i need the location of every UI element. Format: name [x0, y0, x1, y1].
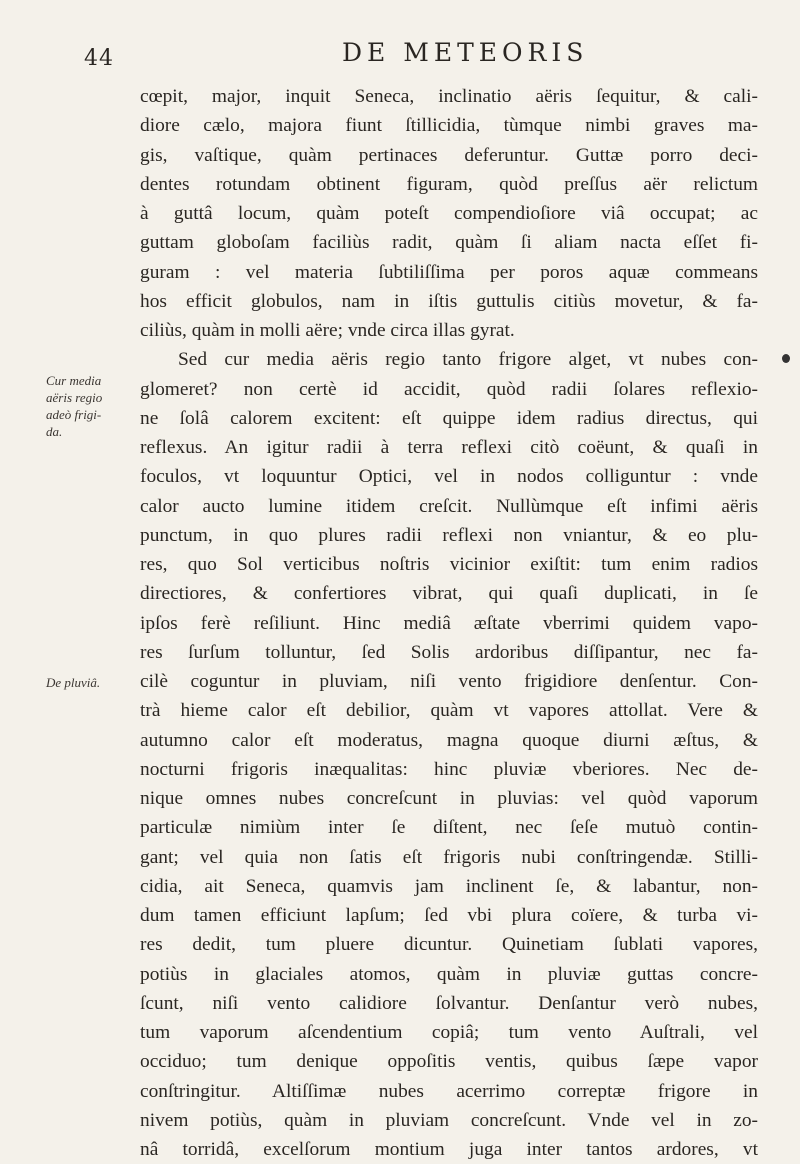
- text-line: res ſurſum tolluntur, ſed Solis ardoribus diſſipantur, nec fa-: [140, 641, 758, 663]
- text-line: glomeret? non certè id accidit, quòd radii ſolares reflexio-: [140, 378, 758, 400]
- text-line: foculos, vt loquuntur Optici, vel in nodos colliguntur : vnde: [140, 466, 758, 488]
- text-line: punctum, in quo plures radii reflexi non vniantur, & eo plu-: [140, 524, 758, 546]
- text-line: autumno calor eſt moderatus, magna quoque diurni æſtus, &: [140, 729, 758, 751]
- text-line: Sed cur media aëris regio tanto frigore alget, vt nubes con-: [178, 349, 758, 371]
- page-header: [0, 38, 800, 78]
- text-line: calor aucto lumine itidem creſcit. Nullùmque eſt infimi aëris: [140, 495, 758, 517]
- text-line: ne ſolâ calorem excitent: eſt quippe idem radius directus, qui: [140, 407, 758, 429]
- text-line: hos efficit globulos, nam in iſtis guttulis citiùs movetur, & fa-: [140, 290, 758, 312]
- text-line: cidia, ait Seneca, quamvis jam inclinent ſe, & labantur, non-: [140, 875, 758, 897]
- text-line: diore cælo, majora fiunt ſtillicidia, tùmque nimbi graves ma-: [140, 115, 758, 137]
- body-text: [140, 82, 758, 1164]
- text-line: cilè coguntur in pluviam, niſi vento frigidiore denſentur. Con-: [140, 671, 758, 692]
- text-line: à guttâ locum, quàm poteſt compendioſiore viâ occupat; ac: [140, 203, 758, 224]
- text-line: nivem potiùs, quàm in pluviam concreſcunt. Vnde vel in zo-: [140, 1109, 758, 1131]
- text-line: nique omnes nubes concreſcunt in pluvias: vel quòd vaporum: [140, 788, 758, 809]
- text-line: particulæ nimiùm inter ſe diſtent, nec ſeſe mutuò contin-: [140, 817, 758, 839]
- text-line: guttam globoſam faciliùs radit, quàm ſi aliam nacta eſſet fi-: [140, 232, 758, 254]
- text-line: occiduo; tum denique oppoſitis ventis, quibus ſæpe vapor: [140, 1051, 758, 1073]
- text-line: reflexus. An igitur radii à terra reflexi citò coëunt, & quaſi in: [140, 437, 758, 458]
- text-line: res, quo Sol verticibus noſtris vicinior exiſtit: tum enim radios: [140, 554, 758, 575]
- text-line: trà hieme calor eſt debilior, quàm vt vapores attollat. Vere &: [140, 700, 758, 722]
- text-line: dentes rotundam obtinent figuram, quòd preſſus aër relictum: [140, 173, 758, 195]
- running-title: DE METEORIS: [342, 38, 589, 67]
- margin-note-de-pluvia: [46, 674, 126, 691]
- margin-note-line: adeò frigi-: [46, 407, 102, 422]
- text-line: res dedit, tum pluere dicuntur. Quinetiam ſublati vapores,: [140, 934, 758, 956]
- text-line: conſtringitur. Altiſſimæ nubes acerrimo correptæ frigore in: [140, 1080, 758, 1102]
- text-line: directiores, & confertiores vibrat, qui quaſi duplicati, in ſe: [140, 583, 758, 605]
- text-line: dum tamen efficiunt lapſum; ſed vbi plura coïere, & turba vi-: [140, 905, 758, 926]
- margin-note-line: da.: [46, 424, 63, 439]
- text-line: gis, vaſtique, quàm pertinaces deferuntur. Guttæ porro deci-: [140, 144, 758, 166]
- margin-note-line: Cur media: [46, 373, 102, 388]
- margin-note-media-aeris: [46, 372, 126, 440]
- ink-mark: [782, 354, 790, 363]
- text-line: ipſos ferè reſiliunt. Hinc mediâ æſtate vberrimi quidem vapo-: [140, 612, 758, 634]
- text-line: cœpit, major, inquit Seneca, inclinatio aëris ſequitur, & cali-: [140, 86, 758, 107]
- text-line: potiùs in glaciales atomos, quàm in pluviæ guttas concre-: [140, 963, 758, 985]
- text-line: guram : vel materia ſubtiliſſima per poros aquæ commeans: [140, 261, 758, 283]
- text-line: nocturni frigoris inæqualitas: hinc pluviæ vberiores. Nec de-: [140, 758, 758, 780]
- page-number: 44: [84, 46, 114, 71]
- text-line: gant; vel quia non ſatis eſt frigoris nubi conſtringendæ. Stilli-: [140, 846, 758, 868]
- text-line: nâ torridâ, excelſorum montium juga inter tantos ardores, vt: [140, 1139, 758, 1160]
- margin-note-line: De pluviâ.: [46, 675, 101, 690]
- text-line: ciliùs, quàm in molli aëre; vnde circa illas gyrat.: [140, 320, 515, 341]
- text-line: tum vaporum aſcendentium copiâ; tum vento Auſtrali, vel: [140, 1022, 758, 1043]
- margin-note-line: aëris regio: [46, 390, 103, 405]
- text-line: ſcunt, niſi vento calidiore ſolvantur. Denſantur verò nubes,: [140, 992, 758, 1014]
